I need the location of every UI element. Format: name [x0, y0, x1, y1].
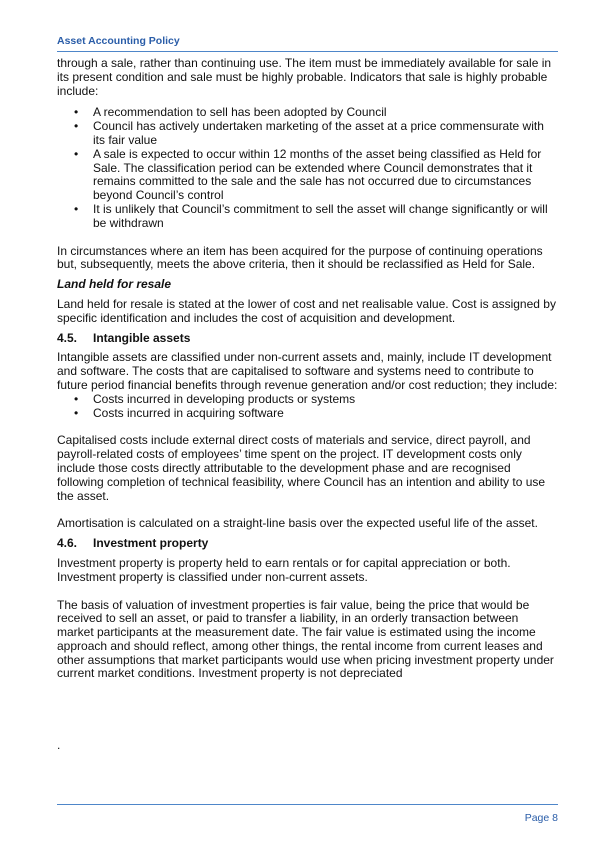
bullet-icon: • [74, 119, 79, 134]
land-held-paragraph: Land held for resale is stated at the lower of cost and net realisable value. Cost is assigned by specific identification and includes the cost of acquisition and development. [57, 296, 556, 325]
section-number: 4.6. [57, 536, 78, 551]
intangible-paragraph: Intangible assets are classified under non-current assets and, mainly, include IT development and software. The costs that are capitalised to software and systems need to contribute to future period financial benefits through revenue generation and/or cost reduction; they include: [57, 350, 558, 392]
sale-indicators-list [57, 106, 558, 230]
footer-divider [57, 804, 558, 805]
reclassify-paragraph: In circumstances where an item has been acquired for the purpose of continuing operations but, subsequently, meets the above criteria, then it should be reclassified as Held for Sale. [57, 243, 543, 272]
header-divider [57, 51, 558, 52]
page-number: Page 8 [524, 812, 558, 824]
list-item: • A sale is expected to occur within 12 months of the asset being classified as Held for Sale. The classification period can be extended where Council demonstrates that it remains committed to the sale and the sale has not occurred due to circumstances beyond Council’s control [74, 146, 542, 203]
list-item: • Costs incurred in developing products or systems [74, 391, 356, 406]
intangible-costs-list [57, 393, 558, 421]
list-item: • Costs incurred in acquiring software [74, 405, 284, 420]
section-title: Investment property [93, 536, 209, 551]
list-item: • Council has actively undertaken marketing of the asset at a price commensurate with its fair value [74, 119, 544, 147]
bullet-icon: • [74, 146, 79, 161]
bullet-icon: • [74, 405, 79, 420]
bullet-icon: • [74, 105, 79, 120]
bullet-icon: • [74, 201, 79, 216]
list-item: • It is unlikely that Council’s commitment to sell the asset will change significantly or will be withdrawn [74, 201, 548, 230]
list-item: • A recommendation to sell has been adopted by Council [74, 105, 387, 120]
amortisation-paragraph: Amortisation is calculated on a straight-line basis over the expected useful life of the asset. [57, 516, 538, 531]
section-title: Intangible assets [93, 330, 191, 345]
held-for-sale-intro: through a sale, rather than continuing use. The item must be immediately available for sale in its present condition and sale must be highly probable. Indicators that sale is highly probable include: [57, 56, 552, 98]
investment-property-heading [57, 537, 558, 551]
page-header [57, 35, 558, 52]
bullet-icon: • [74, 391, 79, 406]
page-content [57, 57, 558, 681]
section-number: 4.5. [57, 330, 78, 345]
land-held-heading: Land held for resale [57, 277, 172, 292]
stray-mark: . [57, 738, 61, 752]
investment-valuation-paragraph: The basis of valuation of investment properties is fair value, being the price that would be received to sell an asset, or paid to transfer a liability, in an orderly transaction between market participants at the measurement date. The fair value is estimated using the income approach and should reflect, among other things, the rental income from current leases and other assumptions that market participants would use when pricing investment property under current market conditions. Investment property is not depreciated [57, 597, 554, 681]
page-footer [57, 804, 558, 824]
capitalised-costs-paragraph: Capitalised costs include external direct costs of materials and service, direct payroll, and payroll-related costs of employees’ time spent on the project. IT development costs only include those costs directly attributable to the development phase and are recognised following completion of technical feasibility, where Council has an intention and ability to use the asset. [57, 433, 546, 503]
document-title: Asset Accounting Policy [57, 35, 180, 47]
investment-definition-paragraph: Investment property is property held to earn rentals or for capital appreciation or both. Investment property is classified under non-current assets. [57, 555, 511, 584]
intangible-assets-heading [57, 332, 558, 346]
